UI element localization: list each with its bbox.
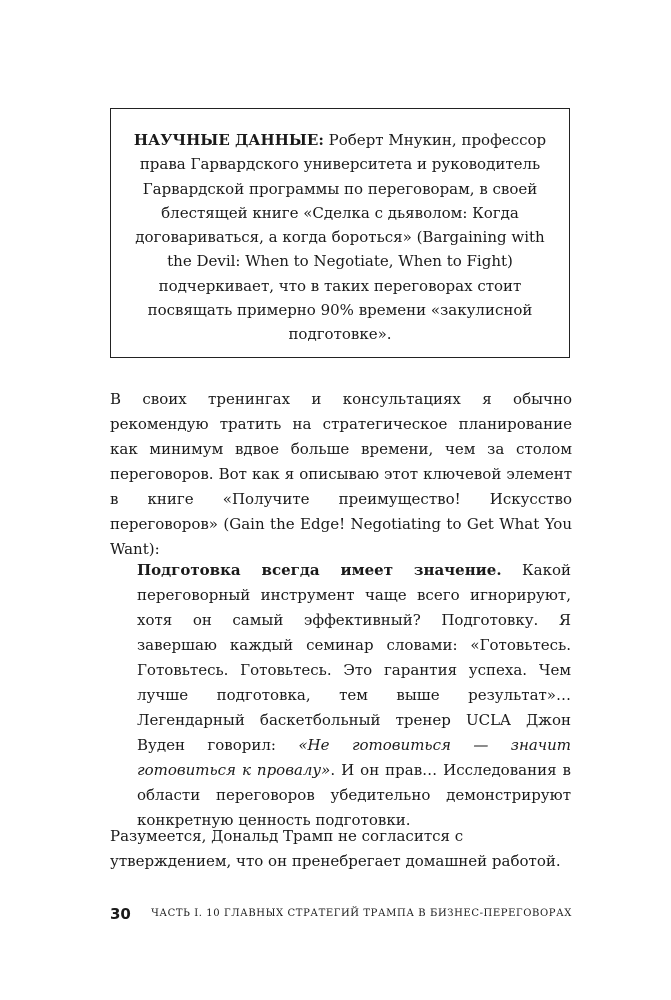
quote-text-2: . И он прав… Исследования в области переговоров убедительно демонстрируют конкретную ценность подготовки. xyxy=(137,761,571,829)
quote-italic: «Не готовиться — значит готовиться к провалу» xyxy=(137,736,571,779)
body-paragraph-1: В своих тренингах и консультациях я обычно рекомендую тратить на стратегическое планирование как минимум вдвое больше времени, чем за столом переговоров. Вот как я описываю этот ключевой элемент в книге «Получите преимущество! Искусство переговоров» (Gain the Edge! Negotiating to Get What You Want): xyxy=(110,390,572,558)
block-quote xyxy=(137,558,571,833)
quote-lead: Подготовка всегда имеет значение. xyxy=(137,561,502,579)
page-footer xyxy=(110,905,572,927)
body-paragraph-2: Разумеется, Дональд Трамп не согласится с утверждением, что он пренебрегает домашней работой. xyxy=(110,827,561,870)
callout-label: НАУЧНЫЕ ДАННЫЕ: xyxy=(133,131,324,149)
running-head: ЧАСТЬ I. 10 ГЛАВНЫХ СТРАТЕГИЙ ТРАМПА В БИЗНЕС-ПЕРЕГОВОРАХ xyxy=(151,908,572,919)
page-number: 30 xyxy=(110,905,131,923)
callout-text xyxy=(132,128,548,347)
quote-text-1: Какой переговорный инструмент чаще всего игнорируют, хотя он самый эффективный? Подготовку. Я завершаю каждый семинар словами: «Готовьтесь. Готовьтесь. Готовьтесь. Это гарантия успеха. Чем лучше подготовка, тем выше результат»… Легендарный баскетбольный тренер UCLA Джон Вуден говорил: xyxy=(137,561,571,754)
callout-body: Роберт Мнукин, профессор права Гарвардского университета и руководитель Гарвардской программы по переговорам, в своей блестящей книге «Сделка с дьяволом: Когда договариваться, а когда бороться» (Bargaining with the Devil: When to Negotiate, When to Fight) подчеркивает, что в таких переговорах стоит посвящать примерно 90% времени «закулисной подготовке». xyxy=(135,131,547,344)
